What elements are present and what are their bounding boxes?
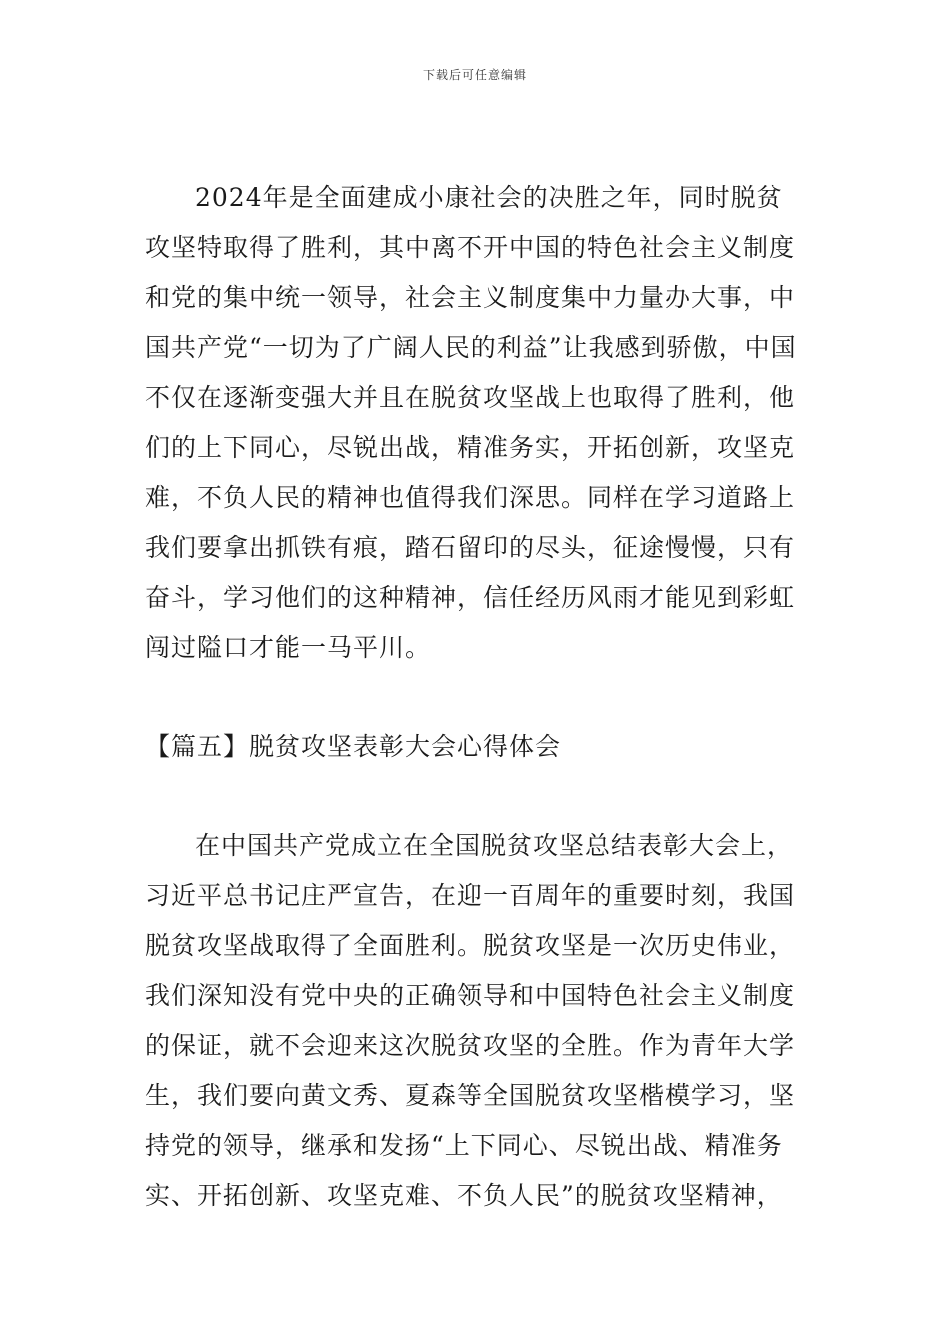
section-heading: 【篇五】脱贫攻坚表彰大会心得体会 — [145, 732, 562, 761]
page-header-note: 下载后可任意编辑 — [422, 68, 527, 82]
body-paragraph-1: 2024年是全面建成小康社会的决胜之年，同时脱贫攻坚特取得了胜利，其中离不开中国的特色社会主义制度和党的集中统一领导，社会主义制度集中力量办大事，中国共产党“一切为了广阔人民的利益”让我感到骄傲，中国不仅在逐渐变强大并且在脱贫攻坚战上也取得了胜利，他们的上下同心，尽锐出战，精准务实，开拓创新，攻坚克难，不负人民的精神也值得我们深思。同样在学习道路上我们要拿出抓铁有痕，踏石留印的尽头，征途慢慢，只有奋斗，学习他们的这种精神，信任经历风雨才能见到彩虹闯过隘口才能一马平川。 — [145, 183, 797, 662]
body-paragraph-2: 在中国共产党成立在全国脱贫攻坚总结表彰大会上，习近平总书记庄严宣告，在迎一百周年的重要时刻，我国脱贫攻坚战取得了全面胜利。脱贫攻坚是一次历史伟业，我们深知没有党中央的正确领导和中国特色社会主义制度的保证，就不会迎来这次脱贫攻坚的全胜。作为青年大学生，我们要向黄文秀、夏森等全国脱贫攻坚楷模学习，坚持党的领导，继承和发扬“上下同心、尽锐出战、精准务实、开拓创新、攻坚克难、不负人民”的脱贫攻坚精神， — [145, 831, 796, 1210]
